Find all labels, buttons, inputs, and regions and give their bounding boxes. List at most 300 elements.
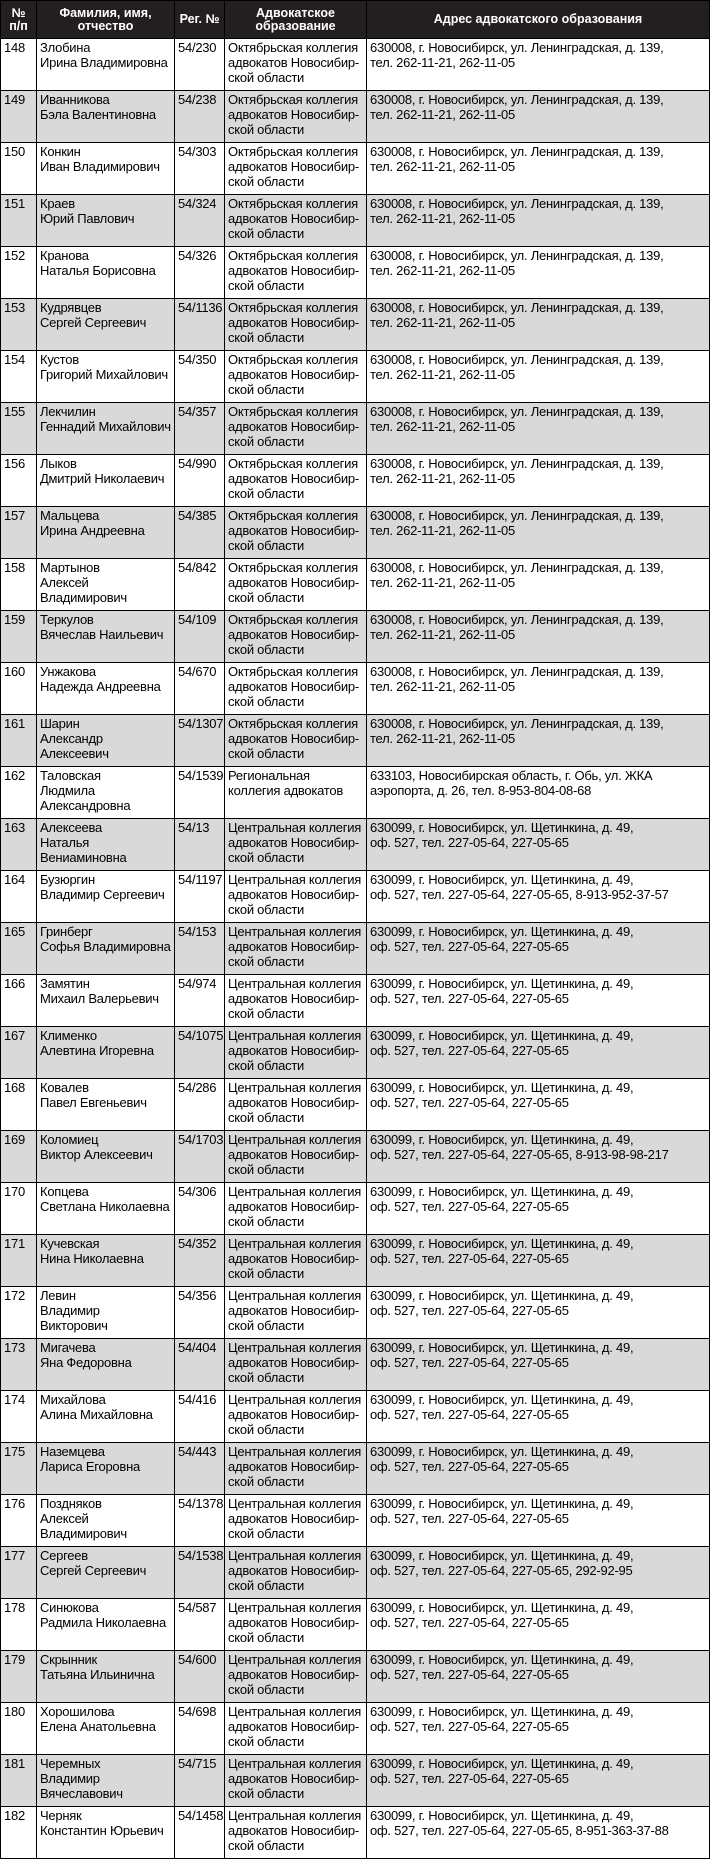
bar-organization-cell — [225, 403, 367, 455]
bar-organization: Октябрьская коллегия адвокатов Новосибир- ской области — [228, 196, 359, 241]
row-number: 161 — [4, 716, 25, 731]
lawyer-name: Синюкова Радмила Николаевна — [40, 1600, 166, 1630]
bar-organization: Центральная коллегия адвокатов Новосибир- ской области — [228, 1184, 362, 1229]
row-number-cell — [1, 1755, 37, 1807]
organization-address: 630008, г. Новосибирск, ул. Ленинградская, д. 139, тел. 262-11-21, 262-11-05 — [370, 508, 664, 538]
row-number-cell — [1, 91, 37, 143]
table-row — [1, 195, 710, 247]
registration-number: 54/974 — [178, 976, 217, 991]
row-number: 178 — [4, 1600, 25, 1615]
row-number: 163 — [4, 820, 25, 835]
table-row — [1, 1703, 710, 1755]
bar-organization-cell — [225, 975, 367, 1027]
bar-organization-cell — [225, 1495, 367, 1547]
lawyer-name-cell — [37, 819, 175, 871]
row-number: 148 — [4, 40, 25, 55]
table-row — [1, 767, 710, 819]
row-number: 157 — [4, 508, 25, 523]
registration-number-cell — [175, 1807, 225, 1859]
lawyer-name: Мартынов Алексей Владимирович — [40, 560, 127, 605]
row-number-cell — [1, 1079, 37, 1131]
bar-organization: Центральная коллегия адвокатов Новосибир- ской области — [228, 1392, 362, 1437]
bar-organization: Октябрьская коллегия адвокатов Новосибир- ской области — [228, 456, 359, 501]
lawyer-name-cell — [37, 1599, 175, 1651]
lawyer-name: Злобина Ирина Владимировна — [40, 40, 168, 70]
bar-organization-cell — [225, 611, 367, 663]
organization-address-cell — [367, 1287, 710, 1339]
lawyer-name: Шарин Александр Алексеевич — [40, 716, 109, 761]
registration-number-cell — [175, 923, 225, 975]
row-number: 173 — [4, 1340, 25, 1355]
bar-organization-cell — [225, 507, 367, 559]
bar-organization-cell — [225, 1183, 367, 1235]
registration-number: 54/356 — [178, 1288, 217, 1303]
row-number-cell — [1, 923, 37, 975]
table-row — [1, 1235, 710, 1287]
organization-address-cell — [367, 975, 710, 1027]
table-header — [1, 1, 710, 39]
registration-number: 54/352 — [178, 1236, 217, 1251]
row-number-cell — [1, 715, 37, 767]
bar-organization: Центральная коллегия адвокатов Новосибир- ской области — [228, 1444, 362, 1489]
registration-number: 54/842 — [178, 560, 217, 575]
lawyer-name-cell — [37, 1755, 175, 1807]
row-number: 166 — [4, 976, 25, 991]
lawyer-name-cell — [37, 299, 175, 351]
lawyer-name-cell — [37, 1027, 175, 1079]
bar-organization-cell — [225, 143, 367, 195]
organization-address: 630099, г. Новосибирск, ул. Щетинкина, д. 49, оф. 527, тел. 227-05-64, 227-05-65 — [370, 1704, 634, 1734]
registration-number-cell — [175, 1339, 225, 1391]
table-row — [1, 923, 710, 975]
row-number-cell — [1, 1443, 37, 1495]
registration-number: 54/303 — [178, 144, 217, 159]
organization-address-cell — [367, 507, 710, 559]
organization-address: 630008, г. Новосибирск, ул. Ленинградская, д. 139, тел. 262-11-21, 262-11-05 — [370, 456, 664, 486]
row-number: 153 — [4, 300, 25, 315]
row-number-cell — [1, 299, 37, 351]
bar-organization: Октябрьская коллегия адвокатов Новосибир- ской области — [228, 300, 359, 345]
organization-address-cell — [367, 299, 710, 351]
table-row — [1, 559, 710, 611]
bar-organization: Центральная коллегия адвокатов Новосибир- ской области — [228, 1808, 362, 1853]
registration-number: 54/587 — [178, 1600, 217, 1615]
registration-number-cell — [175, 351, 225, 403]
registration-number-cell — [175, 1235, 225, 1287]
registration-number-cell — [175, 1755, 225, 1807]
header-address: Адрес адвокатского образования — [367, 1, 710, 39]
table-row — [1, 1547, 710, 1599]
table-row — [1, 611, 710, 663]
header-full-name: Фамилия, имя, отчество — [37, 1, 175, 39]
bar-organization: Центральная коллегия адвокатов Новосибир- ской области — [228, 1288, 362, 1333]
row-number-cell — [1, 1703, 37, 1755]
organization-address: 630099, г. Новосибирск, ул. Щетинкина, д. 49, оф. 527, тел. 227-05-64, 227-05-65 — [370, 1028, 634, 1058]
bar-organization-cell — [225, 1755, 367, 1807]
bar-organization: Центральная коллегия адвокатов Новосибир- ской области — [228, 1704, 362, 1749]
organization-address-cell — [367, 143, 710, 195]
registration-number: 54/1458 — [178, 1808, 224, 1823]
row-number: 158 — [4, 560, 25, 575]
bar-organization: Центральная коллегия адвокатов Новосибир- ской области — [228, 1756, 362, 1801]
registration-number: 54/1197 — [178, 872, 223, 887]
organization-address-cell — [367, 1131, 710, 1183]
registration-number-cell — [175, 767, 225, 819]
registration-number: 54/1378 — [178, 1496, 224, 1511]
lawyer-name: Хорошилова Елена Анатольевна — [40, 1704, 156, 1734]
registration-number: 54/385 — [178, 508, 217, 523]
bar-organization-cell — [225, 1547, 367, 1599]
row-number-cell — [1, 1131, 37, 1183]
organization-address-cell — [367, 455, 710, 507]
lawyer-name: Унжакова Надежда Андреевна — [40, 664, 161, 694]
lawyer-name-cell — [37, 1131, 175, 1183]
lawyer-name-cell — [37, 143, 175, 195]
lawyer-name-cell — [37, 767, 175, 819]
lawyer-name-cell — [37, 1183, 175, 1235]
organization-address-cell — [367, 1079, 710, 1131]
registration-number: 54/1136 — [178, 300, 223, 315]
row-number: 167 — [4, 1028, 25, 1043]
registration-number: 54/600 — [178, 1652, 217, 1667]
bar-organization: Центральная коллегия адвокатов Новосибир- ской области — [228, 1548, 362, 1593]
registration-number: 54/990 — [178, 456, 217, 471]
registration-number-cell — [175, 1495, 225, 1547]
lawyer-name: Левин Владимир Викторович — [40, 1288, 108, 1333]
bar-organization: Октябрьская коллегия адвокатов Новосибир- ской области — [228, 352, 359, 397]
organization-address: 630099, г. Новосибирск, ул. Щетинкина, д. 49, оф. 527, тел. 227-05-64, 227-05-65 — [370, 1392, 634, 1422]
row-number-cell — [1, 39, 37, 91]
bar-organization-cell — [225, 195, 367, 247]
row-number: 177 — [4, 1548, 25, 1563]
registration-number-cell — [175, 1391, 225, 1443]
bar-organization-cell — [225, 1027, 367, 1079]
row-number-cell — [1, 975, 37, 1027]
row-number-cell — [1, 403, 37, 455]
organization-address-cell — [367, 1651, 710, 1703]
lawyer-name-cell — [37, 1391, 175, 1443]
registration-number-cell — [175, 455, 225, 507]
bar-organization: Центральная коллегия адвокатов Новосибир- ской области — [228, 1600, 362, 1645]
bar-organization: Октябрьская коллегия адвокатов Новосибир- ской области — [228, 664, 359, 709]
table-row — [1, 1131, 710, 1183]
organization-address: 630008, г. Новосибирск, ул. Ленинградская, д. 139, тел. 262-11-21, 262-11-05 — [370, 92, 664, 122]
table-row — [1, 1651, 710, 1703]
registration-number: 54/306 — [178, 1184, 217, 1199]
lawyer-name: Черемных Владимир Вячеславович — [40, 1756, 123, 1801]
row-number-cell — [1, 871, 37, 923]
lawyer-name-cell — [37, 247, 175, 299]
table-row — [1, 143, 710, 195]
organization-address-cell — [367, 559, 710, 611]
registration-number-cell — [175, 715, 225, 767]
bar-organization-cell — [225, 1131, 367, 1183]
bar-organization-cell — [225, 1287, 367, 1339]
table-row — [1, 39, 710, 91]
lawyer-name-cell — [37, 1495, 175, 1547]
row-number: 151 — [4, 196, 25, 211]
organization-address: 630099, г. Новосибирск, ул. Щетинкина, д. 49, оф. 527, тел. 227-05-64, 227-05-65 — [370, 820, 634, 850]
organization-address-cell — [367, 767, 710, 819]
lawyer-name-cell — [37, 351, 175, 403]
table-row — [1, 1807, 710, 1859]
registration-number-cell — [175, 559, 225, 611]
bar-organization-cell — [225, 923, 367, 975]
bar-organization-cell — [225, 351, 367, 403]
bar-organization: Центральная коллегия адвокатов Новосибир- ской области — [228, 1236, 362, 1281]
organization-address-cell — [367, 195, 710, 247]
row-number-cell — [1, 143, 37, 195]
lawyer-name-cell — [37, 559, 175, 611]
lawyer-name: Сергеев Сергей Сергеевич — [40, 1548, 147, 1578]
registration-number: 54/153 — [178, 924, 217, 939]
bar-organization-cell — [225, 871, 367, 923]
row-number-cell — [1, 195, 37, 247]
row-number: 154 — [4, 352, 25, 367]
registration-number: 54/715 — [178, 1756, 217, 1771]
registration-number-cell — [175, 143, 225, 195]
lawyer-name: Таловская Людмила Александровна — [40, 768, 131, 813]
table-row — [1, 1391, 710, 1443]
organization-address-cell — [367, 715, 710, 767]
lawyer-name: Кудрявцев Сергей Сергеевич — [40, 300, 147, 330]
lawyer-name-cell — [37, 1547, 175, 1599]
registration-number: 54/286 — [178, 1080, 217, 1095]
row-number-cell — [1, 767, 37, 819]
organization-address-cell — [367, 1183, 710, 1235]
organization-address-cell — [367, 1235, 710, 1287]
lawyer-name-cell — [37, 39, 175, 91]
organization-address-cell — [367, 91, 710, 143]
lawyer-name: Лекчилин Геннадий Михайлович — [40, 404, 171, 434]
lawyer-name: Черняк Константин Юрьевич — [40, 1808, 164, 1838]
registration-number-cell — [175, 507, 225, 559]
organization-address-cell — [367, 247, 710, 299]
lawyer-name: Конкин Иван Владимирович — [40, 144, 160, 174]
table-row — [1, 871, 710, 923]
row-number-cell — [1, 1391, 37, 1443]
table-row — [1, 91, 710, 143]
organization-address-cell — [367, 819, 710, 871]
bar-organization: Центральная коллегия адвокатов Новосибир- ской области — [228, 1652, 362, 1697]
bar-organization-cell — [225, 247, 367, 299]
lawyer-name: Иванникова Бэла Валентиновна — [40, 92, 156, 122]
lawyer-name: Гринберг Софья Владимировна — [40, 924, 171, 954]
row-number: 182 — [4, 1808, 25, 1823]
registration-number: 54/1307 — [178, 716, 224, 731]
registration-number-cell — [175, 1287, 225, 1339]
row-number-cell — [1, 1027, 37, 1079]
organization-address: 630099, г. Новосибирск, ул. Щетинкина, д. 49, оф. 527, тел. 227-05-64, 227-05-65, 8-913-98-98-217 — [370, 1132, 669, 1162]
bar-organization-cell — [225, 1651, 367, 1703]
registration-number-cell — [175, 39, 225, 91]
bar-organization: Октябрьская коллегия адвокатов Новосибир- ской области — [228, 92, 359, 137]
registration-number: 54/416 — [178, 1392, 217, 1407]
row-number: 170 — [4, 1184, 25, 1199]
row-number-cell — [1, 559, 37, 611]
organization-address-cell — [367, 351, 710, 403]
lawyer-name-cell — [37, 1703, 175, 1755]
table-row — [1, 507, 710, 559]
organization-address: 630008, г. Новосибирск, ул. Ленинградская, д. 139, тел. 262-11-21, 262-11-05 — [370, 560, 664, 590]
registration-number: 54/404 — [178, 1340, 217, 1355]
bar-organization: Центральная коллегия адвокатов Новосибир- ской области — [228, 1496, 362, 1541]
lawyer-name-cell — [37, 91, 175, 143]
row-number: 156 — [4, 456, 25, 471]
organization-address: 630099, г. Новосибирск, ул. Щетинкина, д. 49, оф. 527, тел. 227-05-64, 227-05-65, 292-92-95 — [370, 1548, 634, 1578]
bar-organization: Центральная коллегия адвокатов Новосибир- ской области — [228, 1028, 362, 1073]
organization-address: 630099, г. Новосибирск, ул. Щетинкина, д. 49, оф. 527, тел. 227-05-64, 227-05-65 — [370, 1600, 634, 1630]
lawyer-name: Кранова Наталья Борисовна — [40, 248, 156, 278]
registration-number: 54/324 — [178, 196, 217, 211]
organization-address: 630008, г. Новосибирск, ул. Ленинградская, д. 139, тел. 262-11-21, 262-11-05 — [370, 612, 664, 642]
row-number: 152 — [4, 248, 25, 263]
organization-address: 630008, г. Новосибирск, ул. Ленинградская, д. 139, тел. 262-11-21, 262-11-05 — [370, 248, 664, 278]
table-row — [1, 1027, 710, 1079]
registration-number: 54/230 — [178, 40, 217, 55]
lawyer-name: Коломиец Виктор Алексеевич — [40, 1132, 153, 1162]
organization-address: 630099, г. Новосибирск, ул. Щетинкина, д. 49, оф. 527, тел. 227-05-64, 227-05-65 — [370, 1444, 634, 1474]
registration-number: 54/350 — [178, 352, 217, 367]
table-row — [1, 1495, 710, 1547]
registration-number: 54/326 — [178, 248, 217, 263]
row-number-cell — [1, 1339, 37, 1391]
row-number-cell — [1, 663, 37, 715]
row-number: 172 — [4, 1288, 25, 1303]
lawyer-name: Поздняков Алексей Владимирович — [40, 1496, 127, 1541]
lawyer-name-cell — [37, 1287, 175, 1339]
registration-number-cell — [175, 871, 225, 923]
bar-organization-cell — [225, 455, 367, 507]
lawyer-name-cell — [37, 1339, 175, 1391]
bar-organization-cell — [225, 1599, 367, 1651]
bar-organization-cell — [225, 1443, 367, 1495]
organization-address-cell — [367, 403, 710, 455]
registration-number-cell — [175, 1703, 225, 1755]
organization-address: 630008, г. Новосибирск, ул. Ленинградская, д. 139, тел. 262-11-21, 262-11-05 — [370, 716, 664, 746]
header-reg-number: Рег. № — [175, 1, 225, 39]
registration-number-cell — [175, 1443, 225, 1495]
registration-number: 54/443 — [178, 1444, 217, 1459]
registration-number-cell — [175, 1027, 225, 1079]
table-row — [1, 1183, 710, 1235]
registration-number-cell — [175, 1599, 225, 1651]
lawyer-name: Копцева Светлана Николаевна — [40, 1184, 170, 1214]
registration-number-cell — [175, 1651, 225, 1703]
lawyer-name: Бузюргин Владимир Сергеевич — [40, 872, 165, 902]
bar-organization: Центральная коллегия адвокатов Новосибир- ской области — [228, 820, 362, 865]
row-number: 174 — [4, 1392, 25, 1407]
lawyer-name-cell — [37, 663, 175, 715]
organization-address: 630099, г. Новосибирск, ул. Щетинкина, д. 49, оф. 527, тел. 227-05-64, 227-05-65 — [370, 1652, 634, 1682]
lawyer-name-cell — [37, 1079, 175, 1131]
registration-number-cell — [175, 1183, 225, 1235]
row-number: 162 — [4, 768, 25, 783]
bar-organization-cell — [225, 1391, 367, 1443]
organization-address-cell — [367, 1755, 710, 1807]
bar-organization: Октябрьская коллегия адвокатов Новосибир- ской области — [228, 248, 359, 293]
lawyer-name: Краев Юрий Павлович — [40, 196, 135, 226]
organization-address: 630099, г. Новосибирск, ул. Щетинкина, д. 49, оф. 527, тел. 227-05-64, 227-05-65 — [370, 976, 634, 1006]
lawyer-name: Мигачева Яна Федоровна — [40, 1340, 132, 1370]
registration-number: 54/109 — [178, 612, 217, 627]
lawyer-name-cell — [37, 1807, 175, 1859]
organization-address: 630099, г. Новосибирск, ул. Щетинкина, д. 49, оф. 527, тел. 227-05-64, 227-05-65 — [370, 1496, 634, 1526]
organization-address: 630008, г. Новосибирск, ул. Ленинградская, д. 139, тел. 262-11-21, 262-11-05 — [370, 300, 664, 330]
registration-number-cell — [175, 611, 225, 663]
table-row — [1, 975, 710, 1027]
bar-organization: Центральная коллегия адвокатов Новосибир- ской области — [228, 1340, 362, 1385]
bar-organization: Октябрьская коллегия адвокатов Новосибир- ской области — [228, 40, 359, 85]
row-number: 176 — [4, 1496, 25, 1511]
lawyer-name: Теркулов Вячеслав Наильевич — [40, 612, 164, 642]
row-number: 165 — [4, 924, 25, 939]
organization-address: 630099, г. Новосибирск, ул. Щетинкина, д. 49, оф. 527, тел. 227-05-64, 227-05-65 — [370, 1236, 634, 1266]
organization-address-cell — [367, 663, 710, 715]
row-number-cell — [1, 455, 37, 507]
organization-address-cell — [367, 1027, 710, 1079]
bar-organization-cell — [225, 1703, 367, 1755]
row-number: 159 — [4, 612, 25, 627]
lawyer-name-cell — [37, 1651, 175, 1703]
lawyer-name: Скрынник Татьяна Ильинична — [40, 1652, 155, 1682]
row-number: 164 — [4, 872, 25, 887]
bar-organization-cell — [225, 715, 367, 767]
organization-address-cell — [367, 923, 710, 975]
organization-address-cell — [367, 1599, 710, 1651]
table-row — [1, 247, 710, 299]
table-row — [1, 1599, 710, 1651]
bar-organization-cell — [225, 1235, 367, 1287]
bar-organization: Центральная коллегия адвокатов Новосибир- ской области — [228, 872, 362, 917]
registration-number-cell — [175, 1131, 225, 1183]
organization-address: 630008, г. Новосибирск, ул. Ленинградская, д. 139, тел. 262-11-21, 262-11-05 — [370, 404, 664, 434]
table-row — [1, 819, 710, 871]
lawyer-name-cell — [37, 455, 175, 507]
row-number: 149 — [4, 92, 25, 107]
bar-organization: Октябрьская коллегия адвокатов Новосибир- ской области — [228, 716, 359, 761]
row-number-cell — [1, 1599, 37, 1651]
bar-organization-cell — [225, 1079, 367, 1131]
row-number: 168 — [4, 1080, 25, 1095]
organization-address: 630099, г. Новосибирск, ул. Щетинкина, д. 49, оф. 527, тел. 227-05-64, 227-05-65 — [370, 1340, 634, 1370]
bar-organization: Октябрьская коллегия адвокатов Новосибир- ской области — [228, 144, 359, 189]
organization-address: 630008, г. Новосибирск, ул. Ленинградская, д. 139, тел. 262-11-21, 262-11-05 — [370, 664, 664, 694]
registration-number-cell — [175, 403, 225, 455]
registration-number-cell — [175, 1079, 225, 1131]
organization-address-cell — [367, 1547, 710, 1599]
organization-address: 630099, г. Новосибирск, ул. Щетинкина, д. 49, оф. 527, тел. 227-05-64, 227-05-65 — [370, 1288, 634, 1318]
bar-organization-cell — [225, 39, 367, 91]
bar-organization: Центральная коллегия адвокатов Новосибир- ской области — [228, 1080, 362, 1125]
lawyer-name-cell — [37, 1235, 175, 1287]
registration-number-cell — [175, 1547, 225, 1599]
table-row — [1, 1079, 710, 1131]
row-number-cell — [1, 247, 37, 299]
row-number-cell — [1, 1235, 37, 1287]
lawyer-name: Кустов Григорий Михайлович — [40, 352, 168, 382]
registration-number-cell — [175, 299, 225, 351]
row-number: 179 — [4, 1652, 25, 1667]
organization-address: 630008, г. Новосибирск, ул. Ленинградская, д. 139, тел. 262-11-21, 262-11-05 — [370, 144, 664, 174]
organization-address-cell — [367, 1703, 710, 1755]
lawyer-name-cell — [37, 195, 175, 247]
organization-address: 630099, г. Новосибирск, ул. Щетинкина, д. 49, оф. 527, тел. 227-05-64, 227-05-65 — [370, 1756, 634, 1786]
organization-address: 630099, г. Новосибирск, ул. Щетинкина, д. 49, оф. 527, тел. 227-05-64, 227-05-65 — [370, 1080, 634, 1110]
bar-organization-cell — [225, 299, 367, 351]
lawyer-name: Замятин Михаил Валерьевич — [40, 976, 159, 1006]
bar-organization-cell — [225, 559, 367, 611]
